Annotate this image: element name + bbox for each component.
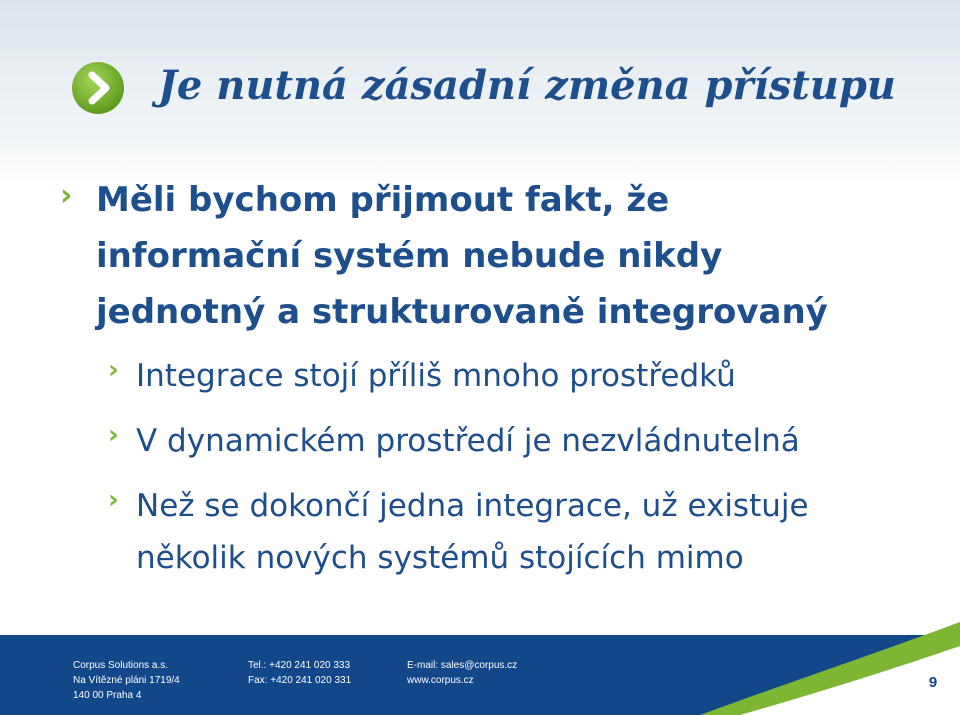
- sub-bullet-line: Integrace stojí příliš mnoho prostředků: [136, 358, 736, 394]
- bullet-chevron-icon: ›: [60, 178, 73, 213]
- main-bullet: [60, 172, 920, 340]
- footer-address: [73, 658, 180, 703]
- page-number: 9: [928, 674, 938, 691]
- company-name: Corpus Solutions a.s.: [73, 660, 169, 671]
- bullet-chevron-icon: ›: [108, 485, 119, 515]
- sub-bullet: [108, 350, 928, 402]
- footer-phone: [248, 658, 351, 688]
- chevron-circle-icon: [70, 60, 126, 116]
- sub-bullet-line: Než se dokončí jedna integrace, už existuje: [136, 488, 809, 524]
- bullet-chevron-icon: ›: [108, 355, 119, 385]
- bullet-chevron-icon: ›: [108, 420, 119, 450]
- sub-bullet: [108, 415, 928, 467]
- sub-bullet: [108, 480, 928, 584]
- company-street: Na Vítězné pláni 1719/4: [73, 675, 180, 686]
- sub-bullet-line: V dynamickém prostředí je nezvládnutelná: [136, 423, 800, 459]
- company-city: 140 00 Praha 4: [73, 690, 142, 701]
- main-bullet-line-3: jednotný a strukturovaně integrovaný: [96, 292, 828, 332]
- website-link[interactable]: www.corpus.cz: [407, 675, 474, 686]
- sub-bullet-line: několik nových systémů stojících mimo: [136, 540, 744, 576]
- slide-title: Je nutná zásadní změna přístupu: [158, 62, 896, 109]
- fax-number: Fax: +420 241 020 331: [248, 675, 352, 686]
- phone-number: Tel.: +420 241 020 333: [248, 660, 351, 671]
- main-bullet-line-1: Měli bychom přijmout fakt, že: [96, 180, 670, 220]
- email-link[interactable]: E-mail: sales@corpus.cz: [407, 660, 518, 671]
- footer-web: [407, 658, 517, 688]
- main-bullet-line-2: informační systém nebude nikdy: [96, 236, 723, 276]
